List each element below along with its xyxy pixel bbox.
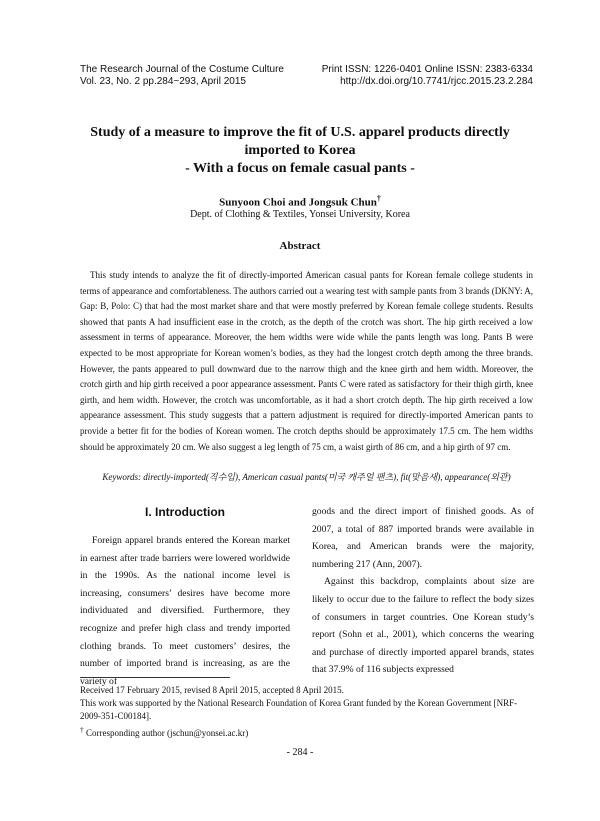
journal-name: The Research Journal of the Costume Culture bbox=[80, 64, 284, 75]
footnotes bbox=[80, 684, 535, 740]
funding-note: This work was supported by the National Research Foundation of Korea Grant funded by the Korean Government [NRF-2009-351-C00184]. bbox=[80, 698, 518, 721]
authors-line bbox=[0, 192, 600, 210]
right-column bbox=[312, 503, 534, 679]
page-number: - 284 - bbox=[286, 747, 314, 758]
abstract-heading: Abstract bbox=[279, 240, 321, 252]
corresponding-author-text: Corresponding author (jschun@yonsei.ac.kr) bbox=[86, 728, 249, 738]
title-line-1: Study of a measure to improve the fit of U.S. apparel products directly bbox=[90, 125, 510, 140]
abstract-text: This study intends to analyze the fit of directly-imported American casual pants for Korean female college students in terms of appearance and comfortableness. The authors carried out a wearing test with sample pants from 3 brands (DKNY: A, Gap: B, Polo: C) that had the most market share and that were mostly preferred by Korean female college students. Results showed that pants A had insufficient ease in the crotch, as the depth of the crotch was short. The hip girth received a low assessment in terms of appearance. Moreover, the hem widths were wide while the pants length was long. Pants B were expected to be most appropriate for Korean women’s bodies, as they had the longest crotch depth among the three brands. However, the pants appeared to pull downward due to the narrow thigh and the knee girth and hem width. Moreover, the crotch girth and hip girth received a poor appearance assessment. Pants C were rated as satisfactory for their thigh girth, knee girth, and hem width. However, the crotch was uncomfortable, as it had a short crotch depth. The hip girth received a low appearance assessment. This study suggests that a pattern adjustment is required for directly-imported American pants to provide a better fit for the bodies of Korean women. The crotch depths should be approximately 17.5 cm. The hem widths should be approximately 20 cm. We also suggest a leg length of 75 cm, a waist girth of 86 cm, and a hip girth of 97 cm. bbox=[80, 270, 533, 452]
article-title bbox=[60, 124, 540, 178]
volume-info: Vol. 23, No. 2 pp.284~293, April 2015 bbox=[80, 76, 246, 87]
left-column bbox=[80, 503, 290, 690]
keywords: Keywords: directly-imported(직수입), American casual pants(미국 캐주얼 팬츠), fit(맞음새), appearance(외관) bbox=[102, 472, 511, 482]
doi-link[interactable]: http://dx.doi.org/10.7741/rjcc.2015.23.2.284 bbox=[340, 76, 533, 87]
article-subtitle: - With a focus on female casual pants - bbox=[185, 161, 415, 176]
section-heading-introduction: I. Introduction bbox=[145, 505, 225, 519]
issn-header bbox=[322, 64, 533, 88]
author-names: Sunyoon Choi and Jongsuk Chun bbox=[219, 196, 377, 209]
intro-paragraph-1: Foreign apparel brands entered the Korean market in earnest after trade barriers were lowered worldwide in the 1990s. As the national income level is increasing, consumers’ desires have become more individuated and diversified. Furthermore, they recognize and prefer high class and trendy imported clothing brands. To meet customers’ desires, the number of imported brand is increasing, as are the variety of bbox=[80, 535, 290, 687]
intro-paragraph-continued: goods and the direct import of finished goods. As of 2007, a total of 887 imported brands were available in Korea, and American brands were the majority, numbering 217 (Ann, 2007). bbox=[312, 506, 534, 570]
received-dates: Received 17 February 2015, revised 8 April 2015, accepted 8 April 2015. bbox=[80, 685, 344, 695]
intro-paragraph-2: Against this backdrop, complaints about size are likely to occur due to the failure to reflect the body sizes of consumers in target countries. One Korean study’s report (Sohn et al., 2001), which concerns the wearing and purchase of directly imported apparel brands, states that 37.9% of 116 subjects expressed bbox=[312, 576, 534, 676]
issn-info: Print ISSN: 1226-0401 Online ISSN: 2383-6334 bbox=[321, 64, 533, 75]
corresponding-footnote-mark: † bbox=[80, 725, 84, 734]
footnote-divider bbox=[80, 677, 230, 678]
corresponding-author-note bbox=[80, 723, 535, 740]
affiliation: Dept. of Clothing & Textiles, Yonsei University, Korea bbox=[190, 209, 410, 220]
title-line-2: imported to Korea bbox=[244, 143, 356, 158]
corresponding-mark: † bbox=[376, 194, 381, 203]
journal-header bbox=[80, 64, 284, 88]
